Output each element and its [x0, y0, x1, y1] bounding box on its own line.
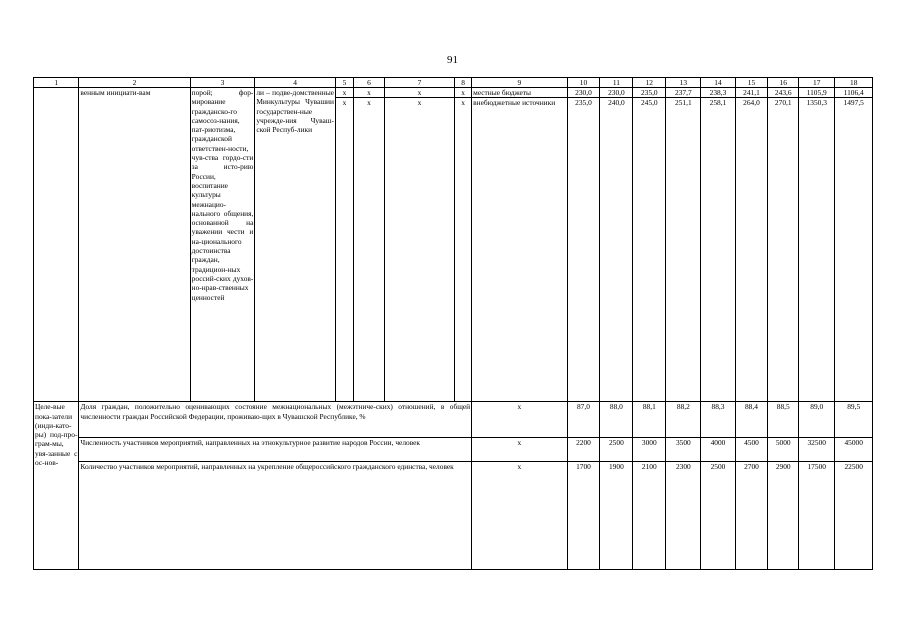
value-cell: 264,0 [735, 98, 768, 402]
value-cell: 258,1 [701, 98, 735, 402]
indicator-value-cell: 32500 [799, 438, 835, 462]
value-cell: 235,0 [567, 98, 600, 402]
column-number: 6 [354, 78, 385, 88]
column-number: 16 [768, 78, 799, 88]
indicator-value-cell: 1900 [600, 462, 633, 570]
indicator-value-cell: 88,0 [600, 402, 633, 438]
indicator-value-cell: 3500 [666, 438, 701, 462]
column-number: 11 [600, 78, 633, 88]
column-number: 2 [79, 78, 190, 88]
column-number: 15 [735, 78, 768, 88]
indicator-value-cell: 88,3 [701, 402, 735, 438]
column-number: 4 [255, 78, 336, 88]
column-number: 3 [190, 78, 255, 88]
table-row [34, 88, 873, 98]
column-numbers-row [34, 78, 873, 88]
indicator-value-cell: 89,5 [835, 402, 873, 438]
value-cell: 270,1 [768, 98, 799, 402]
indicator-value-cell: 1700 [567, 462, 600, 570]
value-cell: 235,0 [633, 88, 666, 98]
funding-source-cell: внебюджетные источники [472, 98, 567, 402]
code-cell: x [455, 88, 472, 98]
responsible-cell: ли – подве-домственные Минкультуры Чувашии государствен-ные учрежде-ния Чуваш-ской Респуб-лики [255, 88, 336, 402]
value-cell: 240,0 [600, 98, 633, 402]
value-cell: 230,0 [567, 88, 600, 98]
indicator-mark-cell: x [472, 462, 567, 570]
event-name-cell: венным инициати-вам [79, 88, 190, 402]
indicator-value-cell: 45000 [835, 438, 873, 462]
column-number: 18 [835, 78, 873, 88]
column-number: 1 [34, 78, 79, 88]
indicator-row [34, 438, 873, 462]
value-cell: 1106,4 [835, 88, 873, 98]
value-cell: 243,6 [768, 88, 799, 98]
column-number: 8 [455, 78, 472, 88]
value-cell: 251,1 [666, 98, 701, 402]
code-cell: x [354, 98, 385, 402]
event-goal-cell: порой; фор-мирование гражданско-го самосоз-нания, пат-риотизма, гражданской ответствен-ности, чув-ства гордо-сти за исто-рию России, воспитание культуры межнацио-нального общения, основанной на уважении чести и на-ционального достоинства граждан, традицион-ных россий-ских духов-но-нрав-ственных ценностей [190, 88, 255, 402]
indicator-value-cell: 2500 [600, 438, 633, 462]
column-number: 10 [567, 78, 600, 88]
indicator-value-cell: 4000 [701, 438, 735, 462]
indicator-value-cell: 2500 [701, 462, 735, 570]
column-number: 12 [633, 78, 666, 88]
funding-source-cell: местные бюджеты [472, 88, 567, 98]
value-cell: 241,1 [735, 88, 768, 98]
column-number: 14 [701, 78, 735, 88]
column-number: 13 [666, 78, 701, 88]
code-cell: x [384, 88, 454, 98]
indicator-value-cell: 88,4 [735, 402, 768, 438]
indicator-value-cell: 89,0 [799, 402, 835, 438]
indicator-row [34, 402, 873, 438]
code-cell: x [335, 98, 353, 402]
value-cell: 245,0 [633, 98, 666, 402]
indicator-value-cell: 2700 [735, 462, 768, 570]
indicator-value-cell: 2100 [633, 462, 666, 570]
code-cell: x [354, 88, 385, 98]
value-cell: 1105,9 [799, 88, 835, 98]
indicator-text-cell: Количество участников мероприятий, направленных на укрепление общероссийского гражданского единства, человек [79, 462, 472, 570]
indicator-value-cell: 88,1 [633, 402, 666, 438]
column-number: 9 [472, 78, 567, 88]
program-table [33, 77, 873, 570]
indicator-value-cell: 4500 [735, 438, 768, 462]
indicator-value-cell: 22500 [835, 462, 873, 570]
value-cell: 238,3 [701, 88, 735, 98]
empty-cell [34, 88, 79, 402]
indicator-row [34, 462, 873, 570]
indicator-value-cell: 2200 [567, 438, 600, 462]
indicators-label-cell: Целе-вые пока-затели (инди-като-ры) под-про-грам-мы, увя-занные с ос-нов- [34, 402, 79, 570]
indicator-text-cell: Численность участников мероприятий, направленных на этнокультурное развитие народов России, человек [79, 438, 472, 462]
column-number: 5 [335, 78, 353, 88]
indicator-value-cell: 87,0 [567, 402, 600, 438]
value-cell: 230,0 [600, 88, 633, 98]
indicator-value-cell: 5000 [768, 438, 799, 462]
value-cell: 237,7 [666, 88, 701, 98]
indicator-value-cell: 88,2 [666, 402, 701, 438]
column-number: 17 [799, 78, 835, 88]
page-number: 91 [447, 54, 458, 66]
indicator-text-cell: Доля граждан, положительно оценивающих состояние межнациональных (межэтниче-ских) отношений, в общей численности граждан Российской Федерации, проживаю-щих в Чувашской Республике, % [79, 402, 472, 438]
indicator-value-cell: 88,5 [768, 402, 799, 438]
indicator-value-cell: 2300 [666, 462, 701, 570]
indicator-mark-cell: x [472, 438, 567, 462]
column-number: 7 [384, 78, 454, 88]
value-cell: 1497,5 [835, 98, 873, 402]
code-cell: x [455, 98, 472, 402]
code-cell: x [384, 98, 454, 402]
indicator-value-cell: 17500 [799, 462, 835, 570]
indicator-mark-cell: x [472, 402, 567, 438]
value-cell: 1350,3 [799, 98, 835, 402]
code-cell: x [335, 88, 353, 98]
indicator-value-cell: 3000 [633, 438, 666, 462]
indicator-value-cell: 2900 [768, 462, 799, 570]
